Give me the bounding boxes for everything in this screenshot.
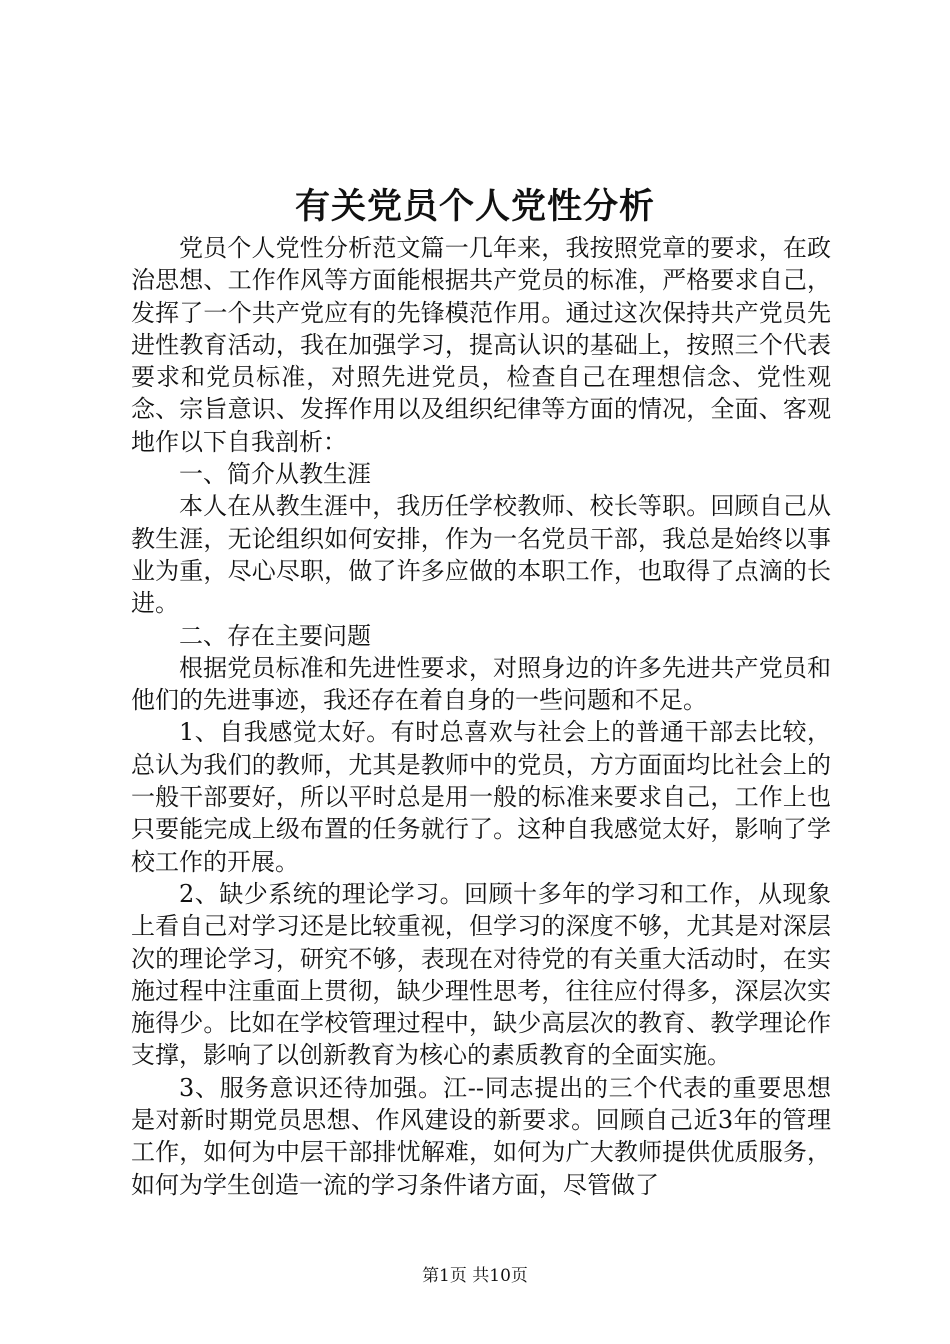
- section-heading-1: 一、简介从教生涯: [179, 460, 371, 489]
- section-heading-2: 二、存在主要问题: [179, 621, 371, 650]
- paragraph-problems-intro: 根据党员标准和先进性要求，对照身边的许多先进共产党员和他们的先进事迹，我还存在着自身的一些问题和不足。: [131, 653, 831, 715]
- paragraph-problem-3: 3、服务意识还待加强。江--同志提出的三个代表的重要思想是对新时期党员思想、作风建设的新要求。回顾自己近3年的管理工作，如何为中层干部排忧解难，如何为广大教师提供优质服务，如何为学生创造一流的学习条件诸方面，尽管做了: [131, 1073, 831, 1199]
- paragraph-intro: 党员个人党性分析范文篇一几年来，我按照党章的要求，在政治思想、工作作风等方面能根据共产党员的标准，严格要求自己，发挥了一个共产党应有的先锋模范作用。通过这次保持共产党员先进性教育活动，我在加强学习，提高认识的基础上，按照三个代表要求和党员标准，对照先进党员，检查自己在理想信念、党性观念、宗旨意识、发挥作用以及组织纪律等方面的情况，全面、客观地作以下自我剖析：: [131, 234, 831, 456]
- paragraph-career: 本人在从教生涯中，我历任学校教师、校长等职。回顾自己从教生涯，无论组织如何安排，作为一名党员干部，我总是始终以事业为重，尽心尽职，做了许多应做的本职工作，也取得了点滴的长进。: [131, 492, 831, 618]
- page-number-footer: 第1页 共10页: [422, 1266, 528, 1286]
- document-body: [131, 232, 831, 1201]
- paragraph-problem-1: 1、自我感觉太好。有时总喜欢与社会上的普通干部去比较，总认为我们的教师，尤其是教师中的党员，方方面面均比社会上的一般干部要好，所以平时总是用一般的标准来要求自己，工作上也只要能完成上级布置的任务就行了。这种自我感觉太好，影响了学校工作的开展。: [131, 718, 831, 876]
- paragraph-problem-2: 2、缺少系统的理论学习。回顾十多年的学习和工作，从现象上看自己对学习还是比较重视，但学习的深度不够，尤其是对深层次的理论学习，研究不够，表现在对待党的有关重大活动时，在实施过程中注重面上贯彻，缺少理性思考，往往应付得多，深层次实施得少。比如在学校管理过程中，缺少高层次的教育、教学理论作支撑，影响了以创新教育为核心的素质教育的全面实施。: [131, 879, 831, 1070]
- document-title: 有关党员个人党性分析: [294, 186, 655, 227]
